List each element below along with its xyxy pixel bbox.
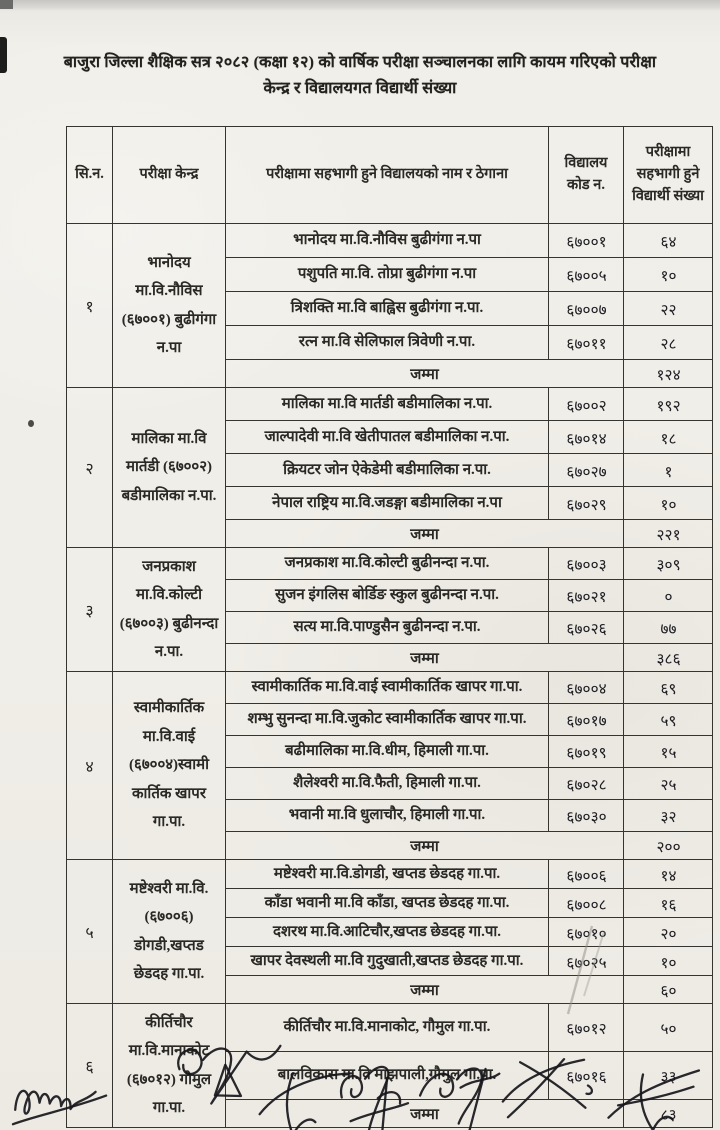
signature-icon <box>3 1061 121 1130</box>
school-code: ६७००८ <box>548 888 623 918</box>
exam-center-name: कीर्तिचौर मा.वि.मानाकोट (६७०१२) गौमुल गा.पा. <box>113 1004 226 1128</box>
group-total-count: ८३ <box>623 1099 712 1128</box>
school-code: ६७०२६ <box>548 611 623 644</box>
group-total-count: १२४ <box>623 359 712 388</box>
header-school-code: विद्यालय कोड न. <box>549 127 624 224</box>
student-count: ६४ <box>623 223 712 258</box>
student-count: १ <box>623 453 712 487</box>
total-label: जम्मा <box>226 832 624 860</box>
header-exam-center: परीक्षा केन्द्र <box>113 127 226 224</box>
group-total-count: २०० <box>623 831 712 860</box>
exam-center-name: मष्टेश्वरी मा.वि. (६७००६) डोगडी,खप्तड छेडदह गा.पा. <box>113 860 226 1004</box>
school-name: मालिका मा.वि मार्तडी बडीमालिका न.पा. <box>226 388 549 421</box>
school-name: नेपाल राष्ट्रिय मा.वि.जडङ्गा बडीमालिका न.पा <box>226 487 549 520</box>
school-name: सुजन इंगलिस बोर्डिङ स्कुल बुढीनन्दा न.पा. <box>226 580 549 612</box>
exam-center-name: भानोदय मा.वि.नौविस (६७००१) बुढीगंगा न.पा <box>113 224 226 388</box>
school-name: जनप्रकाश मा.वि.कोल्टी बुढीनन्दा न.पा. <box>226 548 549 580</box>
serial-number: ४ <box>67 672 113 860</box>
exam-centers-table <box>66 126 713 1128</box>
school-name: मष्टेश्वरी मा.वि.डोगडी, खप्तड छेडदह गा.पा. <box>226 860 549 889</box>
school-name: बालविकास मा.वि माझपाली,गौमुल गा.पा. <box>226 1052 549 1100</box>
signature-icon <box>489 1044 616 1130</box>
school-name: खापर देवस्थली मा.वि गुदुखाती,खप्तड छेडदह गा.पा. <box>226 947 549 976</box>
student-count: १४ <box>623 859 712 889</box>
school-name: रत्न मा.वि सेलिफाल त्रिवेणी न.पा. <box>226 326 549 360</box>
student-count: १० <box>623 257 712 292</box>
school-code: ६७०१२ <box>548 1003 623 1052</box>
school-code: ६७०३० <box>548 799 623 832</box>
school-name: क्रियटर जोन ऐकेडेमी बडीमालिका न.पा. <box>226 454 549 487</box>
school-name: भानोदय मा.वि.नौविस बुढीगंगा न.पा <box>226 224 549 258</box>
table-row <box>67 672 713 704</box>
header-school-name: परीक्षामा सहभागी हुने विद्यालयको नाम र ठेगाना <box>226 127 549 224</box>
student-count: २० <box>623 917 712 947</box>
student-count: ६९ <box>623 671 712 704</box>
school-code: ६७००२ <box>548 387 623 421</box>
school-code: ६७००१ <box>548 223 623 258</box>
student-count: २२ <box>623 291 712 326</box>
school-code: ६७०२९ <box>548 486 623 520</box>
school-code: ६७०११ <box>548 325 623 360</box>
student-count: २५ <box>623 767 712 800</box>
school-code: ६७०१६ <box>548 1051 623 1100</box>
total-label: जम्मा <box>226 360 624 388</box>
signatures-row <box>0 1038 720 1130</box>
ink-dot <box>28 420 34 427</box>
title-line-1: बाजुरा जिल्ला शैक्षिक सत्र २०८२ (कक्षा १२) को वार्षिक परीक्षा सञ्चालनका लागि कायम गरिएको परीक्षा <box>63 54 657 71</box>
serial-number: ६ <box>67 1004 113 1128</box>
exam-center-name: जनप्रकाश मा.वि.कोल्टी (६७००३) बुढीनन्दा न.पा. <box>113 548 226 672</box>
student-count: १५ <box>623 735 712 768</box>
school-code: ६७००५ <box>548 257 623 292</box>
student-count: १६ <box>623 888 712 918</box>
school-name: बढीमालिका मा.वि.धीम, हिमाली गा.पा. <box>226 736 549 768</box>
school-name: जाल्पादेवी मा.वि खेतीपातल बडीमालिका न.पा. <box>226 421 549 454</box>
school-code: ६७००४ <box>548 671 623 704</box>
exam-center-name: स्वामीकार्तिक मा.वि.वाई (६७००४)स्वामी कार्तिक खापर गा.पा. <box>113 672 226 860</box>
table-row <box>67 548 713 580</box>
student-count: ३२ <box>623 799 712 832</box>
school-name: स्वामीकार्तिक मा.वि.वाई स्वामीकार्तिक खापर गा.पा. <box>226 672 549 704</box>
school-code: ६७०१४ <box>548 420 623 454</box>
school-name: दशरथ मा.वि.आटिचौर,खप्तड छेडदह गा.पा. <box>226 918 549 947</box>
table-row <box>67 860 713 889</box>
table-row <box>67 388 713 421</box>
total-label: जम्मा <box>226 1100 624 1128</box>
scan-top-band <box>0 0 720 11</box>
school-name: शम्भु सुनन्दा मा.वि.जुकोट स्वामीकार्तिक खापर गा.पा. <box>226 704 549 736</box>
student-count: ३०९ <box>623 547 712 580</box>
student-count: ७७ <box>623 611 712 644</box>
student-count: ५९ <box>623 703 712 736</box>
table-header-row <box>67 127 713 224</box>
document-title <box>48 50 672 103</box>
school-code: ६७०२५ <box>548 946 623 976</box>
school-code: ६७०१७ <box>548 703 623 736</box>
student-count: २८ <box>623 325 712 360</box>
student-count: १० <box>623 486 712 520</box>
student-count: ५० <box>623 1003 712 1052</box>
group-total-count: २२१ <box>623 519 712 548</box>
group-total-count: ३८६ <box>623 643 712 672</box>
student-count: ० <box>623 579 712 612</box>
school-name: शैलेश्वरी मा.वि.फैती, हिमाली गा.पा. <box>226 768 549 800</box>
header-student-count: परीक्षामा सहभागी हुने विद्यार्थी संख्या <box>624 127 713 224</box>
school-name: कीर्तिचौर मा.वि.मानाकोट, गौमुल गा.पा. <box>226 1004 549 1052</box>
student-count: १० <box>623 946 712 976</box>
school-name: काँडा भवानी मा.वि काँडा, खप्तड छेडदह गा.पा. <box>226 889 549 918</box>
group-total-count: ६० <box>623 975 712 1004</box>
school-code: ६७०२१ <box>548 579 623 612</box>
school-code: ६७००७ <box>548 291 623 326</box>
serial-number: ५ <box>67 860 113 1004</box>
student-count: १८ <box>623 420 712 454</box>
student-count: ३३ <box>623 1051 712 1100</box>
student-count: १९२ <box>623 387 712 421</box>
school-code: ६७०१९ <box>548 735 623 768</box>
school-code: ६७०१० <box>548 917 623 947</box>
table-row <box>67 224 713 258</box>
total-label: जम्मा <box>226 520 624 548</box>
serial-number: २ <box>67 388 113 548</box>
serial-number: ३ <box>67 548 113 672</box>
header-serial-number: सि.न. <box>67 127 113 224</box>
serial-number: १ <box>67 224 113 388</box>
school-code: ६७०२७ <box>548 453 623 487</box>
total-label: जम्मा <box>226 644 624 672</box>
school-name: सत्य मा.वि.पाण्डुसैन बुढीनन्दा न.पा. <box>226 612 549 644</box>
scan-edge-mark <box>0 37 7 73</box>
title-line-2: केन्द्र र विद्यालयगत विद्यार्थी संख्या <box>263 80 457 98</box>
school-code: ६७००३ <box>548 547 623 580</box>
school-code: ६७०२८ <box>548 767 623 800</box>
school-code: ६७००६ <box>548 859 623 889</box>
school-name: त्रिशक्ति मा.वि बाह्विस बुढीगंगा न.पा. <box>226 292 549 326</box>
scan-corner-mark <box>0 0 13 9</box>
school-name: पशुपति मा.वि. तोप्रा बुढीगंगा न.पा <box>226 258 549 292</box>
total-label: जम्मा <box>226 976 624 1004</box>
signature-icon <box>599 1060 714 1130</box>
school-name: भवानी मा.वि धुलाचौर, हिमाली गा.पा. <box>226 800 549 832</box>
exam-center-name: मालिका मा.वि मार्तडी (६७००२) बडीमालिका न.पा. <box>113 388 226 548</box>
